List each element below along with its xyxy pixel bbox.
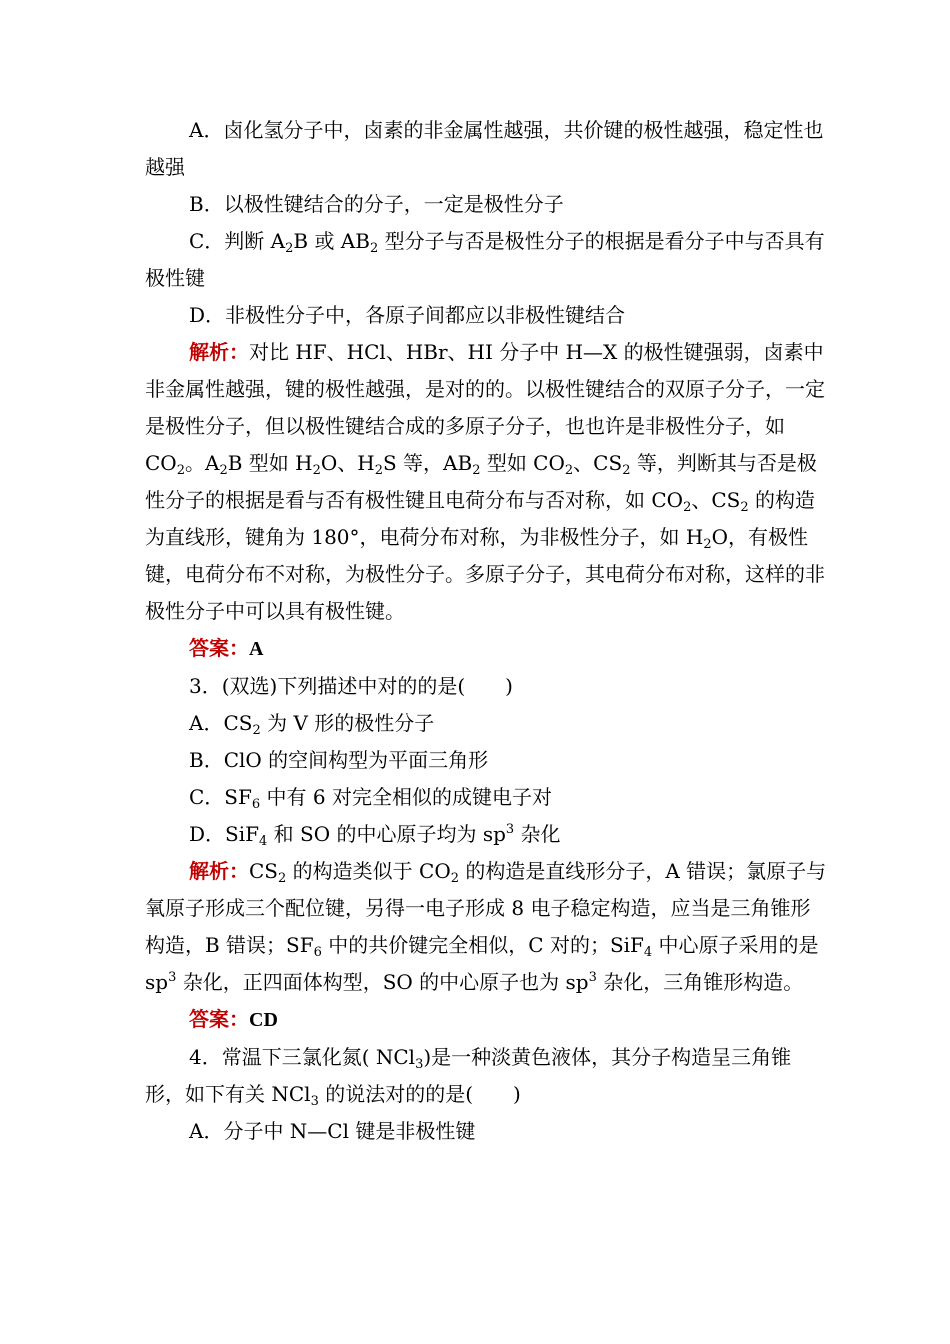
subscript: 2 [312,463,321,478]
q4-option-a [145,1113,830,1150]
text-segment: 的构造为直线形，键角为 180°，电荷分布对称，为非极性分子，如 H [145,488,815,549]
subscript: 2 [683,500,692,515]
answer-value: CD [249,1009,278,1031]
option-text: B．ClO 的空间构型为平面三角形 [189,748,489,772]
q2-analysis [145,334,830,630]
q2-option-b [145,186,830,223]
superscript: 3 [168,970,177,985]
q2-answer [145,630,830,668]
subscript: 2 [176,463,185,478]
superscript: 3 [588,970,597,985]
q2-option-a [145,112,830,186]
text-segment: 的说法对的的是( ) [318,1082,521,1106]
option-text: B．以极性键结合的分子，一定是极性分子 [189,192,564,216]
text-segment: 中有 6 对完全相似的成键电子对 [260,785,552,809]
subscript: 2 [369,241,379,256]
text-segment: C．判断 A [189,229,286,253]
subscript: 2 [622,463,631,478]
answer-label: 答案： [189,1007,249,1031]
text-segment: 和 SO 的中心原子均为 sp [267,822,506,846]
text-segment: 杂化 [514,822,561,846]
subscript: 2 [740,500,749,515]
q4-stem [145,1039,830,1113]
subscript: 2 [278,871,287,886]
q3-option-c [145,779,830,816]
text-segment: S 等，AB [382,451,473,475]
subscript: 2 [252,723,261,738]
text-segment: C．SF [189,785,252,809]
subscript: 2 [219,463,228,478]
superscript: 3 [505,822,515,837]
q2-option-d [145,297,830,334]
text-segment: 型如 CO [480,451,565,475]
text-segment: 杂化，三角锥形构造。 [596,970,804,994]
text-segment: 中心原子采用的是 sp [145,933,819,994]
q3-answer [145,1001,830,1039]
text-segment: 4．常温下三氯化氮( NCl [189,1045,416,1069]
text-segment: 对比 HF、HCl、HBr、HI 分子中 H—X 的极性键强弱，卤素中非金属性越强，键的极性越强，是对的的。以极性键结合的双原子分子，一定是极性分子，但以极性键结合成的多原子分子，也也许是非极性分子，如 CO [145,340,825,475]
text-segment: 中的共价键完全相似，C 对的；SiF [321,933,644,957]
answer-value: A [249,638,264,660]
analysis-label: 解析： [189,340,249,364]
q2-option-c [145,223,830,297]
text-segment: B 型如 H [227,451,313,475]
text-segment: CS [249,859,279,883]
subscript: 2 [450,871,459,886]
option-text: A．卤化氢分子中，卤素的非金属性越强，共价键的极性越强，稳定性也越强 [145,118,824,179]
option-text: D．非极性分子中，各原子间都应以非极性键结合 [189,303,626,327]
question-stem: 3．(双选)下列描述中对的的是( ) [189,674,513,698]
text-segment: )是一种淡黄色液体，其分子构造呈三角锥形，如下有关 NCl [145,1045,792,1106]
analysis-label: 解析： [189,859,249,883]
subscript: 2 [564,463,574,478]
text-segment: B 或 AB [293,229,370,253]
text-segment: 的构造类似于 CO [286,859,451,883]
text-segment: 型分子与否是极性分子的根据是看分子中与否具有极性键 [145,229,825,290]
subscript: 4 [259,834,268,849]
text-segment: A．CS [189,711,253,735]
text-segment: O，有极性键，电荷分布不对称，为极性分子。多原子分子，其电荷分布对称，这样的非极性分子中可以具有极性键。 [145,525,825,623]
subscript: 2 [472,463,481,478]
option-text: A．分子中 N—Cl 键是非极性键 [189,1119,476,1143]
subscript: 4 [643,945,653,960]
q3-stem [145,668,830,705]
text-segment: 。A [184,451,220,475]
text-segment: 等，判断其与否是极性分子的根据是看与否有极性键且电荷分布与否对称，如 CO [145,451,817,512]
subscript: 2 [374,463,383,478]
q3-analysis [145,853,830,1001]
analysis-text [145,340,825,623]
subscript: 3 [310,1094,319,1109]
text-segment: 、CS [573,451,623,475]
subscript: 3 [415,1057,424,1072]
text-segment: D．SiF [189,822,260,846]
text-segment: 为 V 形的极性分子 [260,711,435,735]
subscript: 2 [703,537,712,552]
text-segment: 的构造是直线形分子，A 错误；氯原子与氧原子形成三个配位键，另得一电子形成 8 电子稳定构造，应当是三角锥形构造，B 错误；SF [145,859,827,957]
text-segment: O、H [320,451,375,475]
q3-option-a [145,705,830,742]
subscript: 6 [313,945,322,960]
q3-option-d [145,816,830,853]
text-segment: 杂化，正四面体构型，SO 的中心原子也为 sp [176,970,589,994]
subscript: 2 [285,241,294,256]
answer-label: 答案： [189,636,249,660]
subscript: 6 [251,797,261,812]
q3-option-b [145,742,830,779]
text-segment: 、CS [691,488,741,512]
